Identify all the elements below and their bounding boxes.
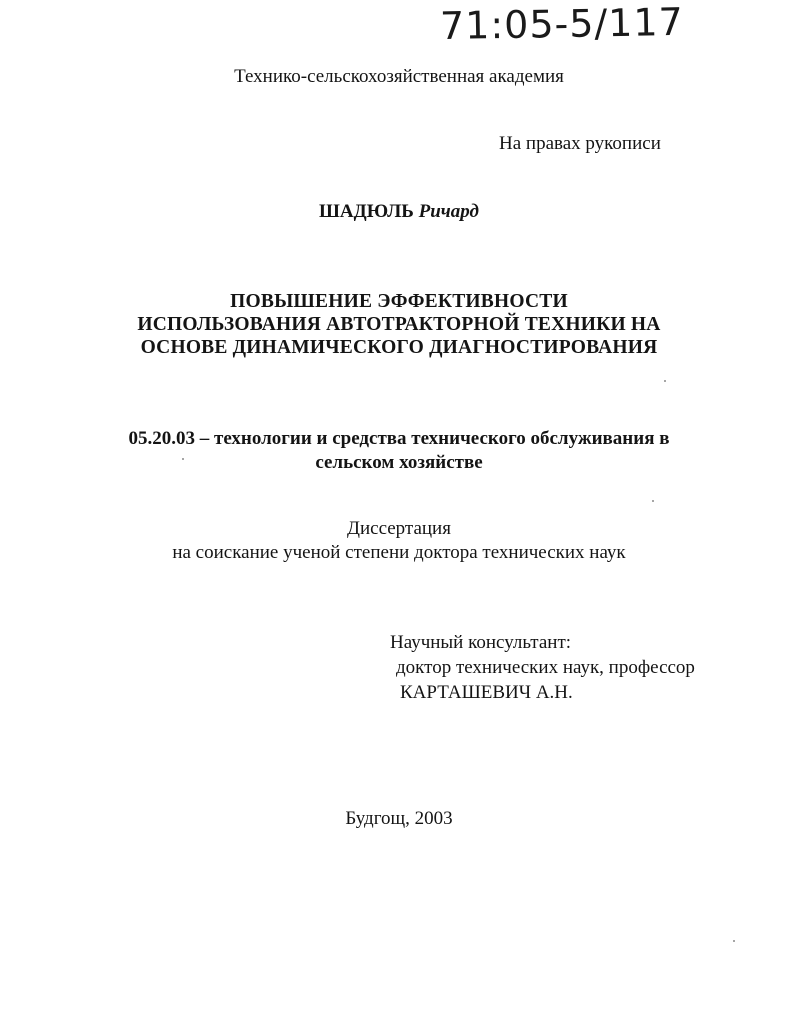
author-name xyxy=(0,201,798,223)
manuscript-rights-note: На правах рукописи xyxy=(499,133,661,154)
handwritten-archive-code: 71:05-5/117 xyxy=(439,0,685,49)
institution-name: Технико-сельскохозяйственная академия xyxy=(234,66,564,87)
title-line: ИСПОЛЬЗОВАНИЯ АВТОТРАКТОРНОЙ ТЕХНИКИ НА xyxy=(137,314,661,335)
title-line: ПОВЫШЕНИЕ ЭФФЕКТИВНОСТИ xyxy=(230,291,568,312)
scientific-consultant xyxy=(390,630,695,705)
dissertation-title xyxy=(0,290,798,359)
author-given-name: Ричард xyxy=(418,201,479,222)
specialty-code xyxy=(0,427,798,475)
dissertation-label: Диссертация xyxy=(347,518,451,539)
specialty-line: 05.20.03 – технологии и средства технического обслуживания в xyxy=(128,428,670,449)
scan-speck xyxy=(664,380,666,382)
place-and-year: Будгощ, 2003 xyxy=(345,808,453,829)
consultant-name: КАРТАШЕВИЧ А.Н. xyxy=(400,682,573,703)
scan-speck xyxy=(182,458,184,460)
scan-speck xyxy=(733,940,735,942)
consultant-label: Научный консультант: xyxy=(390,632,572,653)
degree-sought: на соискание ученой степени доктора технических наук xyxy=(172,542,626,563)
specialty-line: сельском хозяйстве xyxy=(315,452,483,473)
title-line: ОСНОВЕ ДИНАМИЧЕСКОГО ДИАГНОСТИРОВАНИЯ xyxy=(140,337,658,358)
dissertation-degree xyxy=(0,517,798,565)
author-surname: ШАДЮЛЬ xyxy=(319,201,414,222)
scan-speck xyxy=(652,500,654,502)
consultant-degree: доктор технических наук, профессор xyxy=(396,657,695,678)
